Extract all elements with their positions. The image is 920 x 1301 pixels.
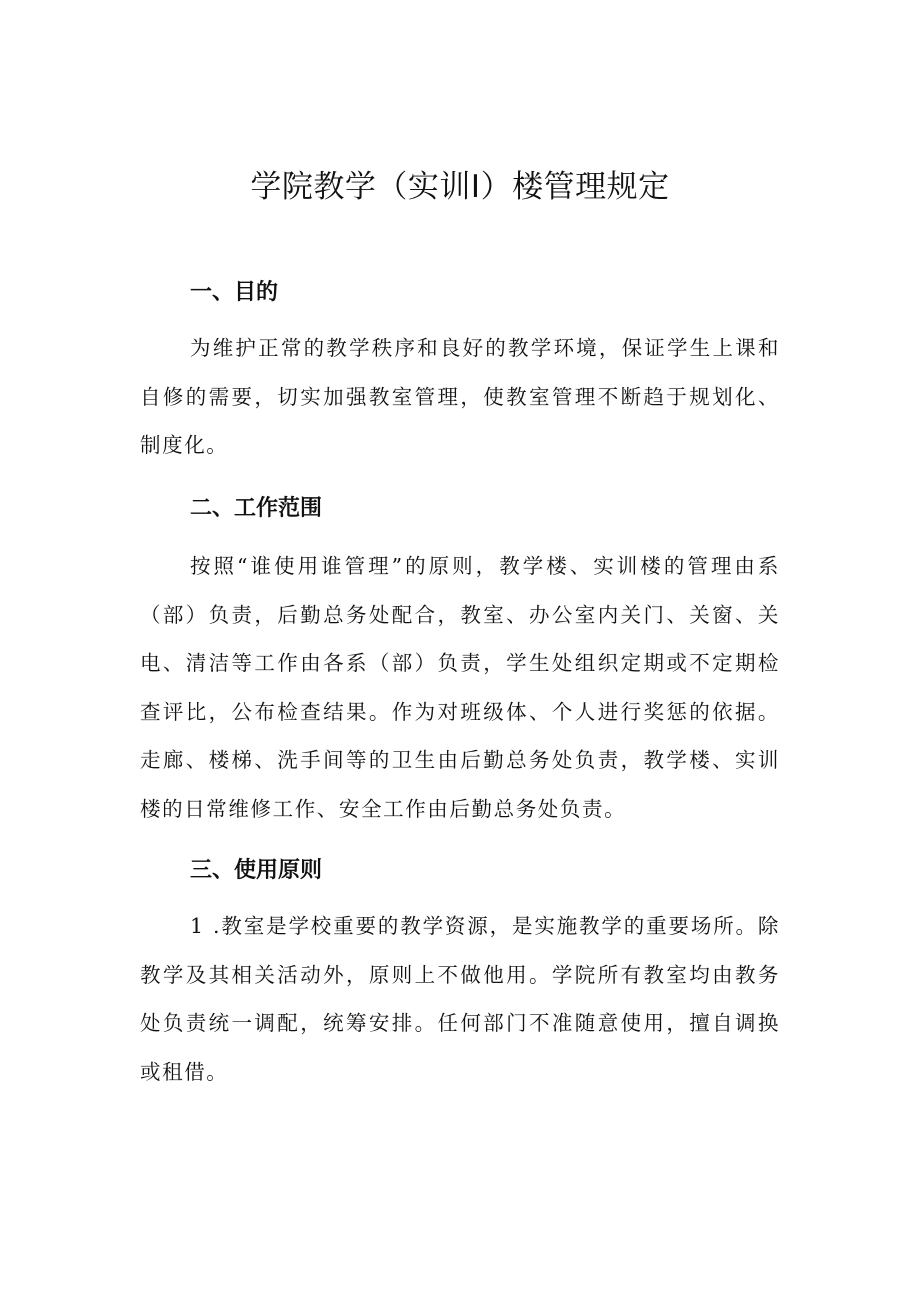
section-body-scope: 按照“谁使用谁管理”的原则，教学楼、实训楼的管理由系（部）负责，后勤总务处配合，教室、办公室内关门、关窗、关电、清洁等工作由各系（部）负责，学生处组织定期或不定期检查评比，公布检查结果。作为对班级体、个人进行奖惩的依据。走廊、楼梯、洗手间等的卫生由后勤总务处负责，教学楼、实训楼的日常维修工作、安全工作由后勤总务处负责。 [140,554,780,821]
section-body-purpose: 为维护正常的教学秩序和良好的教学环境，保证学生上课和自修的需要，切实加强教室管理，使教室管理不断趋于规划化、制度化。 [140,336,780,457]
section-heading-purpose: 一、目的 [190,280,279,305]
section-heading-principles: 三、使用原则 [190,858,323,883]
section-body-principles: 1 .教室是学校重要的教学资源，是实施教学的重要场所。除教学及其相关活动外，原则上不做他用。学院所有教室均由教务处负责统一调配，统筹安排。任何部门不准随意使用，擅自调换或租借。 [140,914,780,1084]
section-heading-scope: 二、工作范围 [190,496,323,521]
document-title: 学院教学（实训I）楼管理规定 [250,169,670,205]
